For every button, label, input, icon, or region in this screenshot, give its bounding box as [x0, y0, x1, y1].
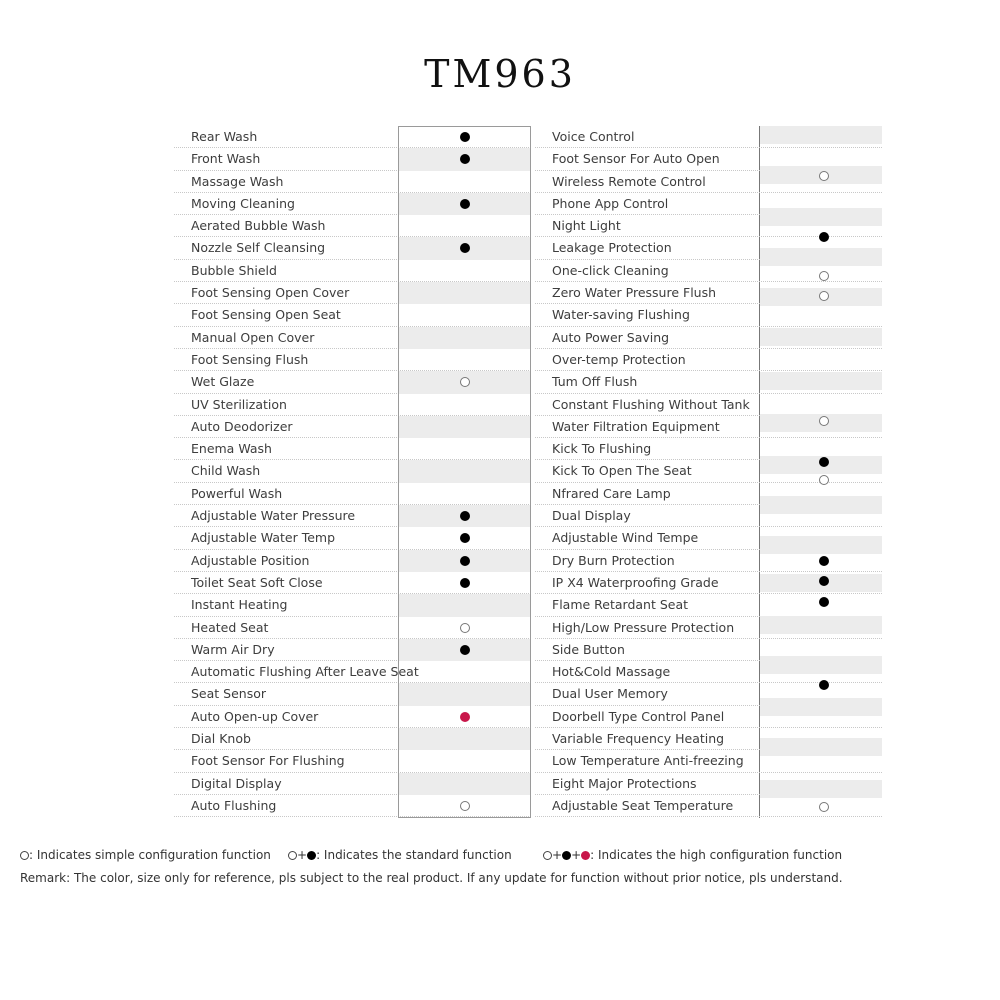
legend-plus: + — [571, 848, 582, 862]
filled-circle-icon — [819, 457, 829, 467]
feature-label: Auto Flushing — [191, 797, 277, 813]
feature-label: Auto Open-up Cover — [191, 708, 319, 724]
feature-label: Heated Seat — [191, 619, 269, 635]
right-row-shade — [760, 656, 882, 674]
right-feature-row — [535, 394, 882, 416]
right-row-shade — [760, 126, 882, 144]
legend-standard — [288, 848, 512, 862]
right-row-shade — [760, 738, 882, 756]
feature-label: Adjustable Seat Temperature — [552, 797, 734, 813]
feature-label: Enema Wash — [191, 441, 272, 457]
feature-label: Water-saving Flushing — [552, 307, 690, 323]
legend-standard-text: : Indicates the standard function — [316, 848, 512, 862]
feature-label: Flame Retardant Seat — [552, 597, 689, 613]
feature-label: Dry Burn Protection — [552, 552, 675, 568]
right-row-shade — [760, 616, 882, 634]
right-feature-row — [535, 594, 882, 616]
legend-simple — [20, 848, 271, 862]
hollow-circle-icon — [819, 416, 829, 426]
feature-label: Kick To Open The Seat — [552, 463, 692, 479]
remark: Remark: The color, size only for reference, pls subject to the real product. If any update for function without prior notice, pls understand. — [20, 871, 843, 885]
feature-label: Zero Water Pressure Flush — [552, 285, 717, 301]
feature-label: Nfrared Care Lamp — [552, 485, 671, 501]
feature-label: Nozzle Self Cleansing — [191, 240, 326, 256]
hollow-circle-icon — [543, 851, 552, 860]
feature-label: One-click Cleaning — [552, 262, 669, 278]
feature-label: Dual Display — [552, 508, 631, 524]
feature-label: Front Wash — [191, 151, 261, 167]
filled-circle-icon — [819, 680, 829, 690]
left-mark-column-border — [398, 126, 531, 818]
feature-label: Water Filtration Equipment — [552, 418, 720, 434]
filled-circle-icon — [819, 597, 829, 607]
feature-label: Foot Sensing Open Seat — [191, 307, 341, 323]
right-feature-row — [535, 349, 882, 371]
legend-plus: + — [552, 848, 563, 862]
hollow-circle-icon — [819, 291, 829, 301]
feature-label: Aerated Bubble Wash — [191, 218, 326, 234]
feature-label: UV Sterilization — [191, 396, 287, 412]
feature-label: Seat Sensor — [191, 686, 267, 702]
hollow-circle-icon — [20, 851, 29, 860]
feature-label: Foot Sensor For Flushing — [191, 753, 345, 769]
feature-label: Adjustable Water Temp — [191, 530, 336, 546]
right-row-shade — [760, 496, 882, 514]
feature-label: Auto Deodorizer — [191, 418, 293, 434]
feature-label: Adjustable Wind Tempe — [552, 530, 699, 546]
feature-label: Powerful Wash — [191, 485, 283, 501]
feature-label: Toilet Seat Soft Close — [191, 574, 323, 590]
feature-label: Leakage Protection — [552, 240, 672, 256]
filled-circle-icon — [562, 851, 571, 860]
hollow-circle-icon — [288, 851, 297, 860]
feature-label: Auto Power Saving — [552, 329, 670, 345]
right-row-shade — [760, 372, 882, 390]
legend-simple-text: : Indicates simple configuration function — [29, 848, 271, 862]
feature-label: Rear Wash — [191, 129, 258, 144]
right-row-shade — [760, 780, 882, 798]
feature-label: Instant Heating — [191, 597, 288, 613]
feature-label: Dial Knob — [191, 731, 251, 747]
feature-label: IP X4 Waterproofing Grade — [552, 574, 719, 590]
filled-circle-icon — [307, 851, 316, 860]
right-row-shade — [760, 536, 882, 554]
legend-high-text: : Indicates the high configuration function — [590, 848, 843, 862]
feature-label: Foot Sensing Open Cover — [191, 285, 350, 301]
feature-label: Automatic Flushing After Leave Seat — [191, 664, 419, 680]
feature-label: Tum Off Flush — [552, 374, 638, 390]
feature-label: Moving Cleaning — [191, 195, 295, 211]
feature-label: Kick To Flushing — [552, 441, 652, 457]
filled-circle-icon — [819, 556, 829, 566]
right-row-shade — [760, 698, 882, 716]
feature-label: Warm Air Dry — [191, 641, 275, 657]
feature-label: Adjustable Water Pressure — [191, 508, 356, 524]
hollow-circle-icon — [819, 475, 829, 485]
feature-label: Variable Frequency Heating — [552, 731, 725, 747]
feature-label: High/Low Pressure Protection — [552, 619, 735, 635]
legend-plus: + — [297, 848, 308, 862]
feature-label: Adjustable Position — [191, 552, 310, 568]
right-row-shade — [760, 208, 882, 226]
feature-label: Digital Display — [191, 775, 282, 791]
model-title: TM963 — [424, 52, 576, 96]
feature-label: Constant Flushing Without Tank — [552, 396, 750, 412]
feature-label: Wireless Remote Control — [552, 173, 706, 189]
feature-label: Hot&Cold Massage — [552, 664, 671, 680]
feature-label: Voice Control — [552, 129, 635, 144]
feature-label: Bubble Shield — [191, 262, 277, 278]
filled-circle-icon — [819, 576, 829, 586]
feature-label: Night Light — [552, 218, 621, 234]
right-row-shade — [760, 328, 882, 346]
feature-label: Phone App Control — [552, 195, 669, 211]
feature-label: Dual User Memory — [552, 686, 668, 702]
feature-label: Massage Wash — [191, 173, 284, 189]
feature-label: Doorbell Type Control Panel — [552, 708, 725, 724]
feature-label: Over-temp Protection — [552, 351, 686, 367]
hollow-circle-icon — [819, 171, 829, 181]
right-feature-row — [535, 304, 882, 326]
hollow-circle-icon — [819, 271, 829, 281]
feature-label: Manual Open Cover — [191, 329, 315, 345]
feature-table — [174, 126, 882, 818]
feature-label: Low Temperature Anti-freezing — [552, 753, 744, 769]
right-feature-row — [535, 795, 882, 817]
feature-label: Foot Sensor For Auto Open — [552, 151, 720, 167]
feature-label: Child Wash — [191, 463, 261, 479]
feature-label: Wet Glaze — [191, 374, 255, 390]
hollow-circle-icon — [819, 802, 829, 812]
legend-high — [543, 848, 842, 862]
feature-label: Eight Major Protections — [552, 775, 697, 791]
feature-label: Side Button — [552, 641, 625, 657]
red-circle-icon — [581, 851, 590, 860]
feature-label: Foot Sensing Flush — [191, 351, 309, 367]
right-row-shade — [760, 248, 882, 266]
filled-circle-icon — [819, 232, 829, 242]
